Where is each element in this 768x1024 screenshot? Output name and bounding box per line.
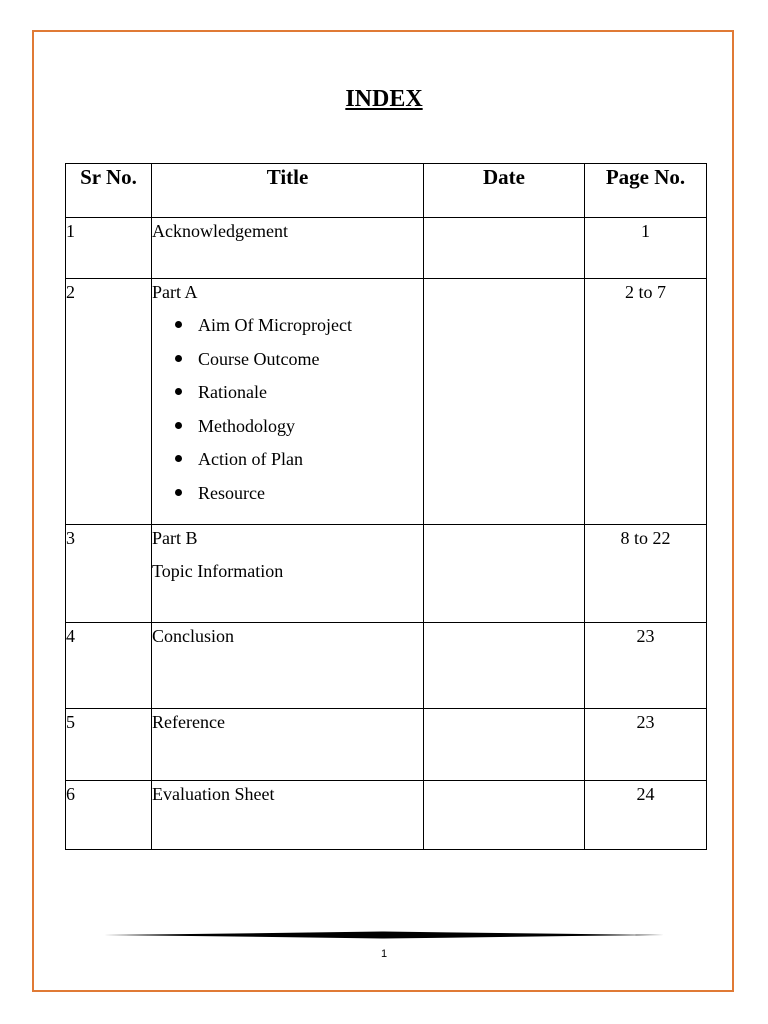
row-date [424, 709, 585, 781]
table-row [66, 279, 707, 525]
row-page-no: 8 to 22 [585, 525, 707, 623]
row-subtitle: Topic Information [152, 561, 284, 581]
row-page-no: 2 to 7 [585, 279, 707, 525]
list-item: Action of Plan [152, 447, 423, 481]
part-a-bullet-list [152, 313, 423, 514]
row-date [424, 781, 585, 850]
table-row [66, 709, 707, 781]
row-page-no: 23 [585, 623, 707, 709]
row-title: Evaluation Sheet [152, 781, 424, 850]
row-date [424, 623, 585, 709]
row-title: Acknowledgement [152, 218, 424, 279]
page-number: 1 [380, 948, 388, 960]
row-title-text: Part B [152, 528, 198, 548]
page-title: INDEX [345, 86, 423, 112]
row-date [424, 525, 585, 623]
row-date [424, 279, 585, 525]
list-item: Methodology [152, 414, 423, 448]
row-sr-no: 5 [66, 709, 152, 781]
list-item: Resource [152, 481, 423, 515]
index-table [65, 163, 707, 850]
header-sr-no: Sr No. [66, 164, 152, 218]
table-row [66, 781, 707, 850]
bullet-icon [175, 489, 182, 496]
row-page-no: 24 [585, 781, 707, 850]
row-sr-no: 1 [66, 218, 152, 279]
table-row [66, 525, 707, 623]
row-page-no: 1 [585, 218, 707, 279]
list-item: Aim Of Microproject [152, 313, 423, 347]
row-page-no: 23 [585, 709, 707, 781]
row-sr-no: 3 [66, 525, 152, 623]
row-title-text: Part A [152, 282, 198, 302]
list-item: Course Outcome [152, 347, 423, 381]
row-sr-no: 6 [66, 781, 152, 850]
list-item: Rationale [152, 380, 423, 414]
row-title: Conclusion [152, 623, 424, 709]
row-date [424, 218, 585, 279]
header-page-no: Page No. [585, 164, 707, 218]
row-title [152, 279, 424, 525]
row-sr-no: 4 [66, 623, 152, 709]
header-title: Title [152, 164, 424, 218]
bullet-icon [175, 321, 182, 328]
table-row [66, 623, 707, 709]
footer-divider [104, 928, 664, 942]
bullet-icon [175, 388, 182, 395]
bullet-icon [175, 355, 182, 362]
row-title [152, 525, 424, 623]
header-date: Date [424, 164, 585, 218]
table-header-row [66, 164, 707, 218]
table-row [66, 218, 707, 279]
row-title: Reference [152, 709, 424, 781]
row-sr-no: 2 [66, 279, 152, 525]
bullet-icon [175, 422, 182, 429]
bullet-icon [175, 455, 182, 462]
